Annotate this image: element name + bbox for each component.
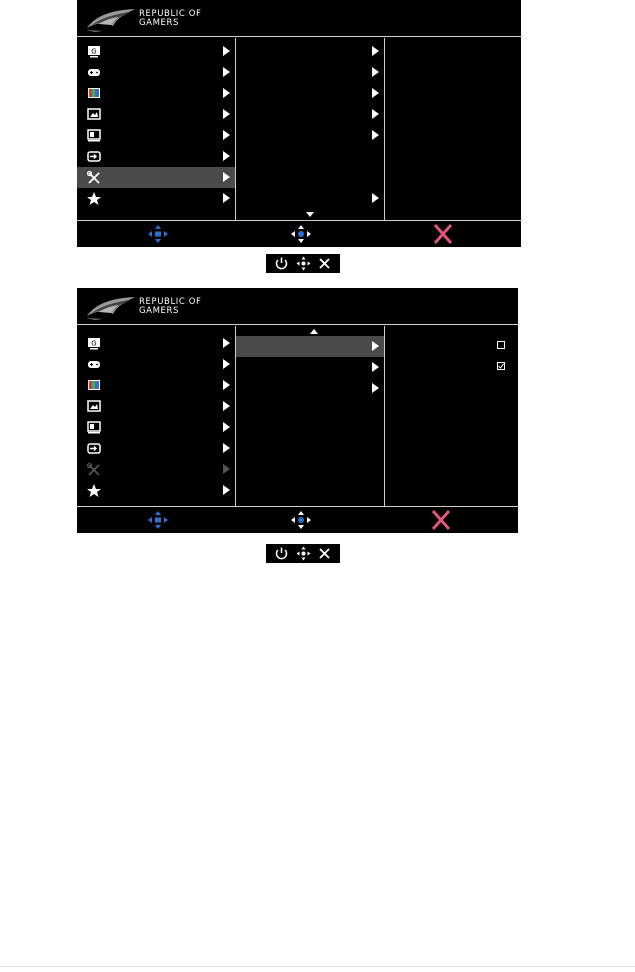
osd-menu-2 (77, 288, 518, 533)
sub-menu (236, 38, 385, 220)
brand-line-1: REPUBLIC OF (139, 9, 202, 19)
gamevisual-icon (86, 336, 102, 351)
chevron-right-icon (223, 485, 230, 495)
chevron-right-icon (223, 464, 230, 474)
option-checkbox-checked[interactable] (497, 362, 505, 370)
sub-menu-item-3[interactable] (236, 378, 384, 399)
sub-menu-item-4[interactable] (236, 104, 384, 125)
main-menu-item-color[interactable] (77, 83, 235, 104)
chevron-right-icon (223, 130, 230, 140)
close-icon (317, 546, 332, 561)
osd-header (77, 0, 521, 37)
osd-header (77, 288, 518, 325)
svg-text:G: G (91, 47, 97, 56)
favorite-star-icon (86, 191, 102, 206)
main-menu-item-favorite[interactable] (77, 480, 235, 501)
chevron-right-icon (372, 67, 379, 77)
navigate-blue-icon[interactable] (147, 224, 169, 244)
chevron-right-icon (223, 109, 230, 119)
chevron-right-icon (372, 130, 379, 140)
main-menu-item-gamevisual[interactable] (77, 41, 235, 62)
main-menu-item-tools[interactable] (77, 167, 235, 188)
power-icon (274, 256, 289, 271)
scroll-down-icon[interactable] (306, 212, 314, 217)
exit-x-icon[interactable] (432, 224, 454, 244)
chevron-right-icon (372, 109, 379, 119)
chevron-right-icon (223, 443, 230, 453)
scroll-up-icon[interactable] (310, 329, 318, 334)
brand-line-2: GAMERS (139, 306, 180, 316)
chevron-right-icon (372, 193, 379, 203)
chevron-right-icon (223, 46, 230, 56)
system-setup-icon (86, 128, 102, 143)
option-panel (385, 326, 518, 506)
main-menu-item-gameplus[interactable] (77, 62, 235, 83)
chevron-right-icon (372, 88, 379, 98)
power-icon (274, 546, 289, 561)
key-legend-1 (266, 254, 340, 273)
system-setup-icon (86, 420, 102, 435)
image-icon (86, 399, 102, 414)
main-menu-item-favorite[interactable] (77, 188, 235, 209)
chevron-right-icon (372, 341, 379, 351)
chevron-right-icon (223, 151, 230, 161)
five-way-select-icon[interactable] (290, 510, 312, 530)
main-menu-item-input[interactable] (77, 438, 235, 459)
osd-footer (77, 506, 518, 533)
chevron-right-icon (223, 67, 230, 77)
main-menu-item-color[interactable] (77, 375, 235, 396)
main-menu-item-image[interactable] (77, 104, 235, 125)
brand-name (139, 10, 202, 28)
svg-text:G: G (91, 339, 97, 348)
color-icon (86, 378, 102, 393)
main-menu (77, 38, 236, 220)
sub-menu-item-2[interactable] (236, 357, 384, 378)
five-way-icon (296, 256, 311, 271)
color-icon (86, 86, 102, 101)
tools-icon (86, 170, 102, 185)
main-menu-item-gameplus[interactable] (77, 354, 235, 375)
input-select-icon (86, 441, 102, 456)
chevron-right-icon (223, 172, 230, 182)
gamevisual-icon (86, 44, 102, 59)
sub-menu-item-1[interactable] (236, 41, 384, 62)
brand-name (139, 298, 202, 316)
main-menu-item-input[interactable] (77, 146, 235, 167)
chevron-right-icon (223, 338, 230, 348)
key-legend-2 (266, 544, 340, 563)
chevron-right-icon (223, 422, 230, 432)
chevron-right-icon (223, 88, 230, 98)
brand-line-1: REPUBLIC OF (139, 297, 202, 307)
main-menu (77, 326, 236, 506)
chevron-right-icon (223, 193, 230, 203)
rog-eye-logo-icon (85, 294, 137, 322)
osd-footer (77, 220, 521, 247)
chevron-right-icon (223, 359, 230, 369)
chevron-right-icon (223, 380, 230, 390)
page-bottom-rule (0, 966, 635, 967)
option-panel (385, 38, 521, 220)
chevron-right-icon (372, 362, 379, 372)
main-menu-item-system[interactable] (77, 417, 235, 438)
close-icon (317, 256, 332, 271)
checkmark-icon (498, 363, 504, 369)
sub-menu-item-5[interactable] (236, 125, 384, 146)
main-menu-item-image[interactable] (77, 396, 235, 417)
input-select-icon (86, 149, 102, 164)
rog-eye-logo-icon (85, 6, 137, 34)
brand-line-2: GAMERS (139, 18, 180, 28)
gameplus-icon (86, 65, 102, 80)
osd-menu-1 (77, 0, 521, 247)
navigate-blue-icon[interactable] (147, 510, 169, 530)
exit-x-icon[interactable] (430, 510, 452, 530)
main-menu-item-system[interactable] (77, 125, 235, 146)
sub-menu-item-6[interactable] (236, 188, 384, 209)
gameplus-icon (86, 357, 102, 372)
option-checkbox-unchecked[interactable] (497, 341, 505, 349)
image-icon (86, 107, 102, 122)
chevron-right-icon (372, 383, 379, 393)
sub-menu (236, 326, 385, 506)
sub-menu-item-2[interactable] (236, 62, 384, 83)
sub-menu-item-3[interactable] (236, 83, 384, 104)
sub-menu-item-1[interactable] (236, 336, 384, 357)
tools-icon (86, 462, 102, 477)
five-way-select-icon[interactable] (290, 224, 312, 244)
main-menu-item-tools[interactable] (77, 459, 235, 480)
main-menu-item-gamevisual[interactable] (77, 333, 235, 354)
chevron-right-icon (372, 46, 379, 56)
favorite-star-icon (86, 483, 102, 498)
five-way-icon (296, 546, 311, 561)
chevron-right-icon (223, 401, 230, 411)
